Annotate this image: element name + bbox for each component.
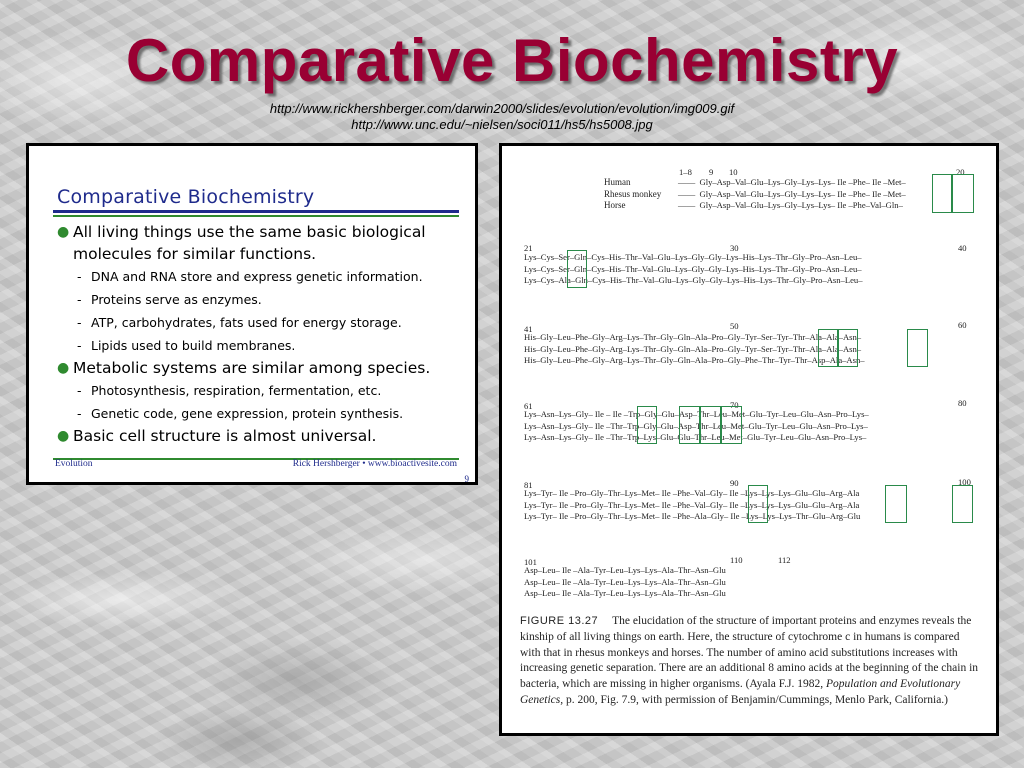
sub-bullet-item: - Lipids used to build membranes. bbox=[77, 338, 296, 353]
species-label: Human bbox=[604, 177, 631, 187]
residue-number: 60 bbox=[958, 320, 967, 330]
sub-bullet-item: - Genetic code, gene expression, protein synthesis. bbox=[77, 406, 404, 421]
source-url-1[interactable]: http://www.rickhershberger.com/darwin2000/slides/evolution/evolution/img009.gif bbox=[269, 101, 735, 116]
bullet-list bbox=[55, 221, 465, 447]
bullet-dot-icon: ● bbox=[57, 428, 70, 444]
residue-number: 70 bbox=[730, 400, 739, 410]
sub-bullet-item: - Proteins serve as enzymes. bbox=[77, 292, 262, 307]
sequence-row: Lys–Cys–Ala–Gln–Cys–His–Thr–Val–Glu–Lys–Gly–Gly–Lys–His–Lys–Thr–Gly–Pro–Asn–Leu– bbox=[524, 275, 863, 286]
bullet-text: Metabolic systems are similar among species. bbox=[73, 359, 431, 377]
caption-end: p. 200, Fig. 7.9, with permission of Benjamin/Cummings, Menlo Park, California.) bbox=[563, 693, 949, 706]
sequence-row: His–Gly–Leu–Phe–Gly–Arg–Lys–Thr–Gly–Gln–Ala–Pro–Gly–Phe–Thr–Tyr–Thr–Asp–Ala–Asn– bbox=[524, 355, 865, 366]
residue-number: 10 bbox=[729, 167, 738, 177]
slide-page-number: 9 bbox=[464, 474, 469, 484]
sequence-row: Asp–Leu– Ile –Ala–Tyr–Leu–Lys–Lys–Ala–Thr–Asn–Glu bbox=[524, 576, 726, 587]
bullet-item bbox=[55, 425, 465, 447]
page-title: Comparative Biochemistry bbox=[125, 27, 899, 94]
bullet-item bbox=[55, 221, 465, 265]
residue-number: 30 bbox=[730, 243, 739, 253]
sequence-row: —— Gly–Asp–Val–Glu–Lys–Gly–Lys–Lys– Ile –Phe– Ile –Met– bbox=[678, 177, 906, 187]
substitution-box bbox=[748, 485, 768, 523]
residue-number: 100 bbox=[958, 477, 971, 487]
bullet-dot-icon: ● bbox=[57, 224, 70, 240]
title-underline-blue bbox=[53, 210, 459, 213]
sub-bullet-text: DNA and RNA store and express genetic information. bbox=[91, 269, 423, 284]
substitution-box bbox=[637, 406, 657, 444]
residue-number: 41 bbox=[524, 324, 533, 334]
figure-caption bbox=[520, 614, 982, 709]
figure-label: FIGURE 13.27 bbox=[520, 615, 599, 627]
substitution-box bbox=[679, 406, 700, 444]
residue-number: 50 bbox=[730, 321, 739, 331]
sequence-row: Lys–Tyr– Ile –Pro–Gly–Thr–Lys–Met– Ile –Phe–Ala–Gly– Ile –Lys–Lys–Lys–Thr–Glu–Arg–Glu bbox=[524, 511, 861, 522]
sub-bullet-text: ATP, carbohydrates, fats used for energy storage. bbox=[91, 315, 402, 330]
bullet-item bbox=[55, 357, 465, 379]
substitution-box bbox=[700, 406, 721, 444]
residue-number: 9 bbox=[709, 167, 714, 177]
sequence-row: Lys–Cys–Ser–Gln–Cys–His–Thr–Val–Glu–Lys–Gly–Gly–Lys–His–Lys–Thr–Gly–Pro–Asn–Leu– bbox=[524, 252, 862, 262]
residue-number: 21 bbox=[524, 243, 533, 253]
species-label: Rhesus monkey bbox=[604, 188, 662, 199]
residue-number: 40 bbox=[958, 243, 967, 253]
slide-footer-right: Rick Hershberger • www.bioactivesite.com bbox=[292, 459, 457, 469]
substitution-box bbox=[885, 485, 907, 523]
source-url-2[interactable]: http://www.unc.edu/~nielsen/soci011/hs5/hs5008.jpg bbox=[351, 117, 653, 132]
bullet-text: All living things use the same basic biological molecules for similar functions. bbox=[73, 223, 426, 263]
title-underline-green bbox=[53, 215, 459, 217]
sequence-row: Lys–Tyr– Ile –Pro–Gly–Thr–Lys–Met– Ile –Phe–Val–Gly– Ile –Lys–Lys–Lys–Glu–Glu–Arg–Ala bbox=[524, 499, 860, 510]
substitution-box bbox=[907, 329, 928, 367]
sequence-row: Asp–Leu– Ile –Ala–Tyr–Leu–Lys–Lys–Ala–Thr–Asn–Glu bbox=[524, 588, 726, 599]
substitution-box bbox=[567, 250, 587, 288]
bullet-text: Basic cell structure is almost universal. bbox=[73, 427, 377, 445]
caption-text: The elucidation of the structure of important proteins and enzymes reveals the kinship of all living things on earth. Here, the structure of cytochrome c in humans is compared with that in rhesus monkeys and horses. The number of amino acid substitutions increases with increasing genetic separation. There are an additional 8 amino acids at the beginning of the chain in bacteria, which are missing in higher organisms. (Ayala F.J. 1982, bbox=[520, 615, 979, 691]
sequence-row: —— Gly–Asp–Val–Glu–Lys–Gly–Lys–Lys– Ile –Phe–Val–Gln– bbox=[678, 200, 903, 211]
sub-bullet-text: Proteins serve as enzymes. bbox=[91, 292, 262, 307]
substitution-box bbox=[721, 406, 742, 444]
residue-number: 101 bbox=[524, 557, 537, 567]
sub-bullet-text: Lipids used to build membranes. bbox=[91, 338, 296, 353]
sequence-row: Lys–Asn–Lys–Gly– Ile –Thr–Trp–Gly–Glu–Asp–Thr–Leu–Met–Glu–Tyr–Leu–Glu–Asn–Pro–Lys– bbox=[524, 420, 868, 431]
substitution-box bbox=[818, 329, 838, 367]
residue-number: 80 bbox=[958, 398, 967, 408]
residue-number: 20 bbox=[956, 167, 965, 177]
caption-italic: Population and Evolutionary Genetics, bbox=[520, 678, 961, 706]
sequence-row: Lys–Asn–Lys–Gly– Ile –Thr–Trp–Lys–Glu–Glu–Thr–Leu–Met–Glu–Tyr–Leu–Glu–Asn–Pro–Lys– bbox=[524, 432, 867, 443]
sub-bullet-item: - Photosynthesis, respiration, fermentation, etc. bbox=[77, 383, 382, 398]
slide-title: Comparative Biochemistry bbox=[57, 186, 315, 208]
embedded-slide bbox=[26, 143, 478, 485]
cytochrome-c-figure bbox=[499, 143, 999, 736]
sub-bullet-text: Photosynthesis, respiration, fermentation, etc. bbox=[91, 383, 382, 398]
substitution-box bbox=[952, 174, 974, 213]
sequence-row: His–Gly–Leu–Phe–Gly–Arg–Lys–Thr–Gly–Gln–Ala–Pro–Gly–Tyr–Ser–Tyr–Thr–Ala–Ala–Asn– bbox=[524, 343, 862, 354]
substitution-box bbox=[952, 485, 973, 523]
slide-footer-left: Evolution bbox=[55, 459, 93, 469]
residue-number: 1–8 bbox=[679, 167, 692, 177]
substitution-box bbox=[838, 329, 858, 367]
sequence-row: His–Gly–Leu–Phe–Gly–Arg–Lys–Thr–Gly–Gln–Ala–Pro–Gly–Tyr–Ser–Tyr–Thr–Ala–Ala–Asn– bbox=[524, 332, 862, 342]
residue-number: 81 bbox=[524, 480, 533, 490]
species-label: Horse bbox=[604, 200, 626, 211]
sub-bullet-item: - DNA and RNA store and express genetic information. bbox=[77, 269, 423, 284]
sequence-row: Lys–Asn–Lys–Gly– Ile – Ile –Trp–Gly–Glu–Asp–Thr–Leu–Met–Glu–Tyr–Leu–Glu–Asn–Pro–Lys– bbox=[524, 409, 869, 419]
sequence-row: Lys–Cys–Ser–Gln–Cys–His–Thr–Val–Glu–Lys–Gly–Gly–Lys–His–Lys–Thr–Gly–Pro–Asn–Leu– bbox=[524, 263, 862, 274]
residue-number: 110 bbox=[730, 555, 743, 565]
residue-number: 61 bbox=[524, 401, 533, 411]
residue-number: 90 bbox=[730, 478, 739, 488]
sub-bullet-item: - ATP, carbohydrates, fats used for energy storage. bbox=[77, 315, 402, 330]
sequence-row: —— Gly–Asp–Val–Glu–Lys–Gly–Lys–Lys– Ile –Phe– Ile –Met– bbox=[678, 188, 906, 199]
substitution-box bbox=[932, 174, 952, 213]
sub-bullet-text: Genetic code, gene expression, protein synthesis. bbox=[91, 406, 404, 421]
sequence-row: Lys–Tyr– Ile –Pro–Gly–Thr–Lys–Met– Ile –Phe–Val–Gly– Ile –Lys–Lys–Lys–Glu–Glu–Arg–Ala bbox=[524, 488, 860, 498]
sequence-row: Asp–Leu– Ile –Ala–Tyr–Leu–Lys–Lys–Ala–Thr–Asn–Glu bbox=[524, 565, 726, 575]
bullet-dot-icon: ● bbox=[57, 360, 70, 376]
residue-number: 112 bbox=[778, 555, 791, 565]
